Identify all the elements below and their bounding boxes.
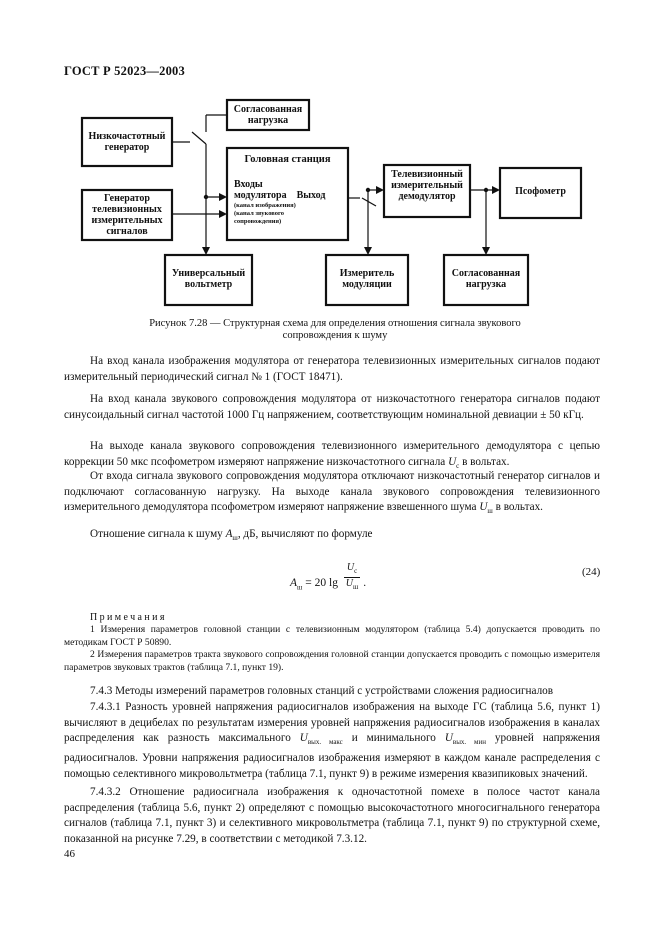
head-station-sub: (канал изображения) (канал звукового сопровождения) <box>234 202 296 225</box>
note-2: 2 Измерения параметров тракта звукового сопровождения головной станции допускается проводить с помощью измерителя параметров звуковых трактов (таблица 7.1, пункт 19). <box>64 649 600 673</box>
equation-number: (24) <box>582 566 601 578</box>
paragraph-5: Отношение сигнала к шуму $A_ш$, дБ, вычисляют по формуле <box>90 528 373 543</box>
section-7-4-3-2: 7.4.3.2 Отношение радиосигнала изображения к одночастотной помехе в полосе частот канала распределения (таблица 5.6, пункт 2) определяют с помощью высокочастотного многосигнального генератора сигналов (таблица 7.1, пункт 3) и селективного микровольтметра (таблица 7.1, пункт 9) по структурной схеме, показанной на рисунке 7.29, в соответствии с методикой 7.3.12. <box>64 786 600 845</box>
tv-signal-generator-label: Генератор телевизионных измерительных сигналов <box>91 193 163 237</box>
tv-demodulator-label: Телевизионный измерительный демодулятор <box>391 169 463 202</box>
agreed-load-top-label: Согласованная нагрузка <box>233 104 303 126</box>
formula-24: $A_ш = 20$ lg $U_с$ $U_ш$ . <box>290 562 367 592</box>
page-number: 46 <box>64 848 75 860</box>
notes-title: Примечания <box>90 612 167 623</box>
section-7-4-3: 7.4.3 Методы измерений параметров головных станций с устройствами сложения радиосигналов <box>90 685 554 697</box>
note-1: 1 Измерения параметров головной станции с телевизионным модулятором (таблица 5.4) допускается проводить по методикам ГОСТ Р 50890. <box>64 624 600 648</box>
section-7-4-3-1: 7.4.3.1 Разность уровней напряжения радиосигналов изображения на выходе ГС (таблица 5.6, пункт 1) вычисляют в децибелах по результатам измерения уровней напряжения радиосигналов изображения в каналах распределения как разность максимального $U_{вых. макс}$ и минимального $U_{вых. мин}$ уровней напряжения радиосигналов. Уровни напряжения радиосигналов изображения измеряют в каждом канале распределения с помощью селективного микровольтметра (таблица 7.1, пункт 9) в режиме измерения квазипиковых значений. <box>64 701 601 780</box>
paragraph-3: На выходе канала звукового сопровождения телевизионного измерительного демодулятора с цепью коррекции 50 мкс псофометром измеряют напряжение низкочастотного сигнала $U_с$ в вольтах. <box>64 440 600 470</box>
lf-generator-label: Низкочастотный генератор <box>88 131 166 153</box>
psophometer-label: Псофометр <box>515 186 566 197</box>
head-station-inputs: Входы модулятора Выход <box>234 179 326 201</box>
head-station-title: Головная станция <box>244 154 331 165</box>
figure-caption: Рисунок 7.28 — Структурная схема для определения отношения сигнала звукового сопровождения к шуму <box>149 318 521 341</box>
paragraph-4: От входа сигнала звукового сопровождения модулятора отключают низкочастотный генератор сигналов и подключают согласованную нагрузку. На выходе канала звукового сопровождения телевизионного измерительного демодулятора псофометром измеряют напряжение взвешенного шума $U_ш$ в вольтах. <box>64 470 600 516</box>
universal-voltmeter-label: Универсальный вольтметр <box>171 268 246 290</box>
document-header: ГОСТ Р 52023—2003 <box>64 64 185 78</box>
agreed-load-bottom-label: Согласованная нагрузка <box>451 268 521 290</box>
paragraph-2: На вход канала звукового сопровождения модулятора от низкочастотного генератора сигналов подают синусоидальный сигнал частотой 1000 Гц напряжением, соответствующим номинальной девиации ± 50 кГц. <box>64 393 600 421</box>
modulation-meter-label: Измеритель модуляции <box>339 268 395 290</box>
paragraph-1: На вход канала изображения модулятора от генератора телевизионных измерительных сигналов подают измерительный периодический сигнал № 1 (ГОСТ 18471). <box>64 355 600 383</box>
